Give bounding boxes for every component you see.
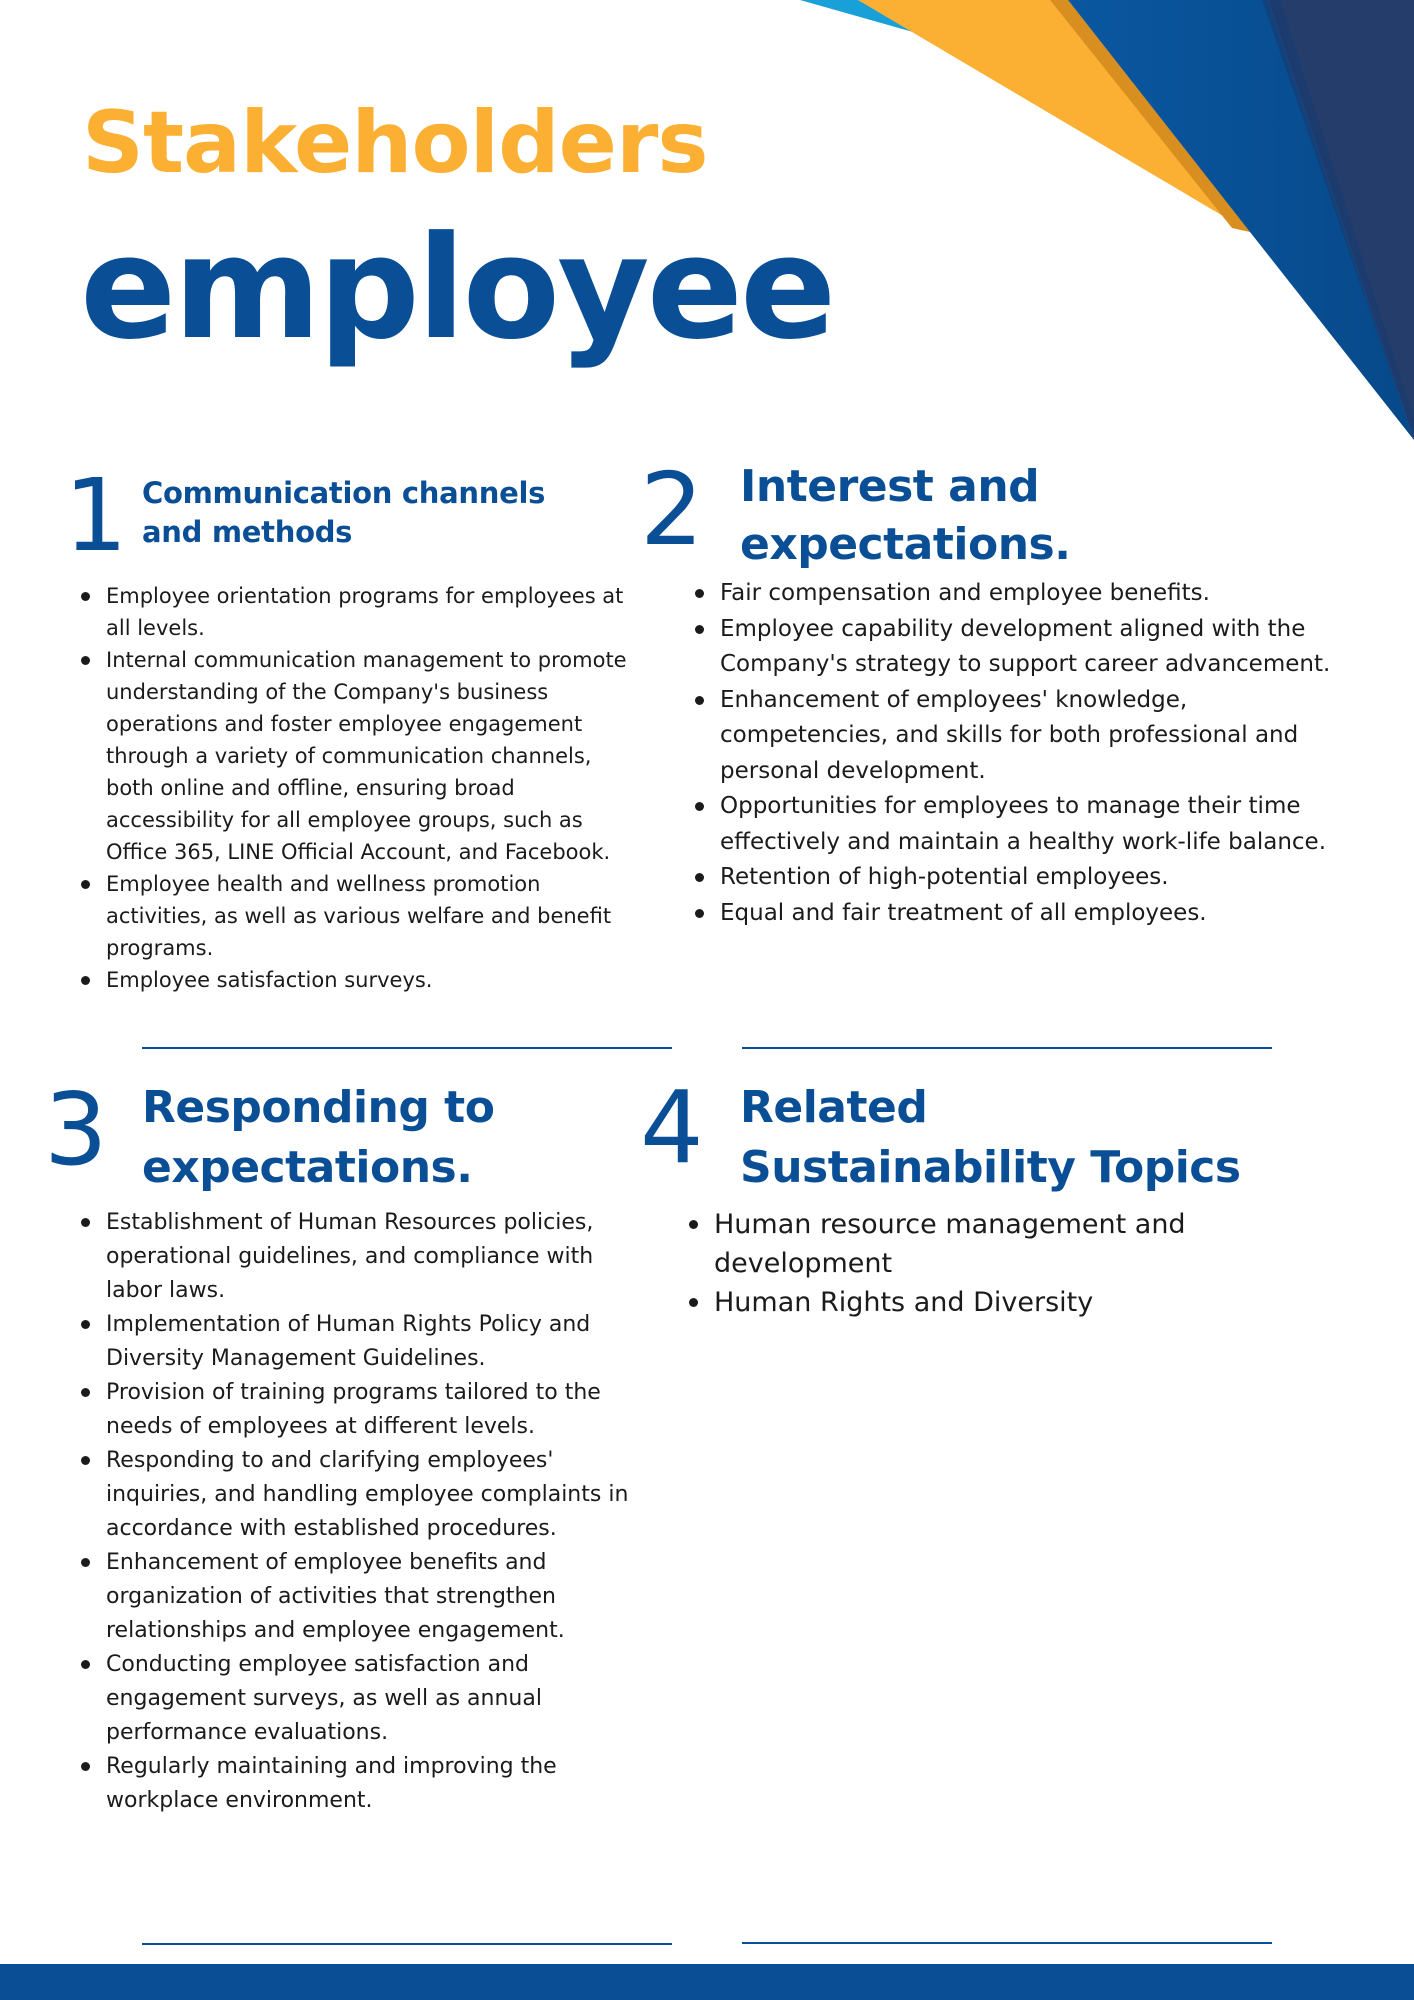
section-heading <box>740 458 1070 574</box>
section-number: 3 <box>44 1071 108 1188</box>
list-item: Implementation of Human Rights Policy and Diversity Management Guidelines. <box>78 1308 638 1376</box>
list-item: Employee health and wellness promotion activities, as well as various welfare and benefit programs. <box>78 868 638 964</box>
list-item: Enhancement of employee benefits and organization of activities that strengthen relationships and employee engagement. <box>78 1546 638 1648</box>
heading-line: Related <box>740 1082 928 1133</box>
section-heading <box>142 1078 494 1198</box>
heading-line: Communication channels <box>142 476 546 510</box>
page-kicker: Stakeholders <box>82 93 708 193</box>
bullet-list <box>78 580 638 996</box>
section-heading <box>740 1078 1241 1198</box>
list-item: Human Rights and Diversity <box>686 1283 1246 1322</box>
heading-line: Responding to <box>142 1082 495 1133</box>
heading-line: expectations. <box>740 519 1071 570</box>
bullet-list <box>692 576 1332 931</box>
bullet-list <box>686 1205 1246 1322</box>
heading-line: expectations. <box>142 1142 473 1193</box>
list-item: Equal and fair treatment of all employees. <box>692 896 1332 932</box>
heading-line: Interest and <box>740 461 1040 512</box>
list-item: Conducting employee satisfaction and engagement surveys, as well as annual performance evaluations. <box>78 1648 638 1750</box>
bullet-list <box>78 1206 638 1818</box>
list-item: Provision of training programs tailored to the needs of employees at different levels. <box>78 1376 638 1444</box>
list-item: Fair compensation and employee benefits. <box>692 576 1332 612</box>
divider-line <box>742 1047 1272 1049</box>
heading-line: Sustainability Topics <box>740 1142 1241 1193</box>
section-heading <box>142 474 545 552</box>
list-item: Retention of high-potential employees. <box>692 860 1332 896</box>
list-item: Establishment of Human Resources policies, operational guidelines, and compliance with labor laws. <box>78 1206 638 1308</box>
page-title: employee <box>80 206 834 371</box>
list-item: Employee satisfaction surveys. <box>78 964 638 996</box>
list-item: Regularly maintaining and improving the workplace environment. <box>78 1750 638 1818</box>
divider-line <box>742 1942 1272 1944</box>
list-item: Human resource management and development <box>686 1205 1246 1283</box>
divider-line <box>142 1943 672 1945</box>
section-number: 4 <box>640 1069 704 1186</box>
section-number: 1 <box>64 457 128 574</box>
list-item: Employee capability development aligned with the Company's strategy to support career advancement. <box>692 612 1332 683</box>
heading-line: and methods <box>142 515 353 549</box>
list-item: Responding to and clarifying employees' inquiries, and handling employee complaints in accordance with established procedures. <box>78 1444 638 1546</box>
list-item: Enhancement of employees' knowledge, competencies, and skills for both professional and personal development. <box>692 683 1332 790</box>
footer-band <box>0 1964 1414 2000</box>
list-item: Employee orientation programs for employees at all levels. <box>78 580 638 644</box>
list-item: Opportunities for employees to manage their time effectively and maintain a healthy work-life balance. <box>692 789 1332 860</box>
divider-line <box>142 1047 672 1049</box>
list-item: Internal communication management to promote understanding of the Company's business operations and foster employee engagement through a variety of communication channels, both online and offline, ensuring broad accessibility for all employee groups, such as Office 365, LINE Official Account, and Facebook. <box>78 644 638 868</box>
section-number: 2 <box>640 451 704 568</box>
